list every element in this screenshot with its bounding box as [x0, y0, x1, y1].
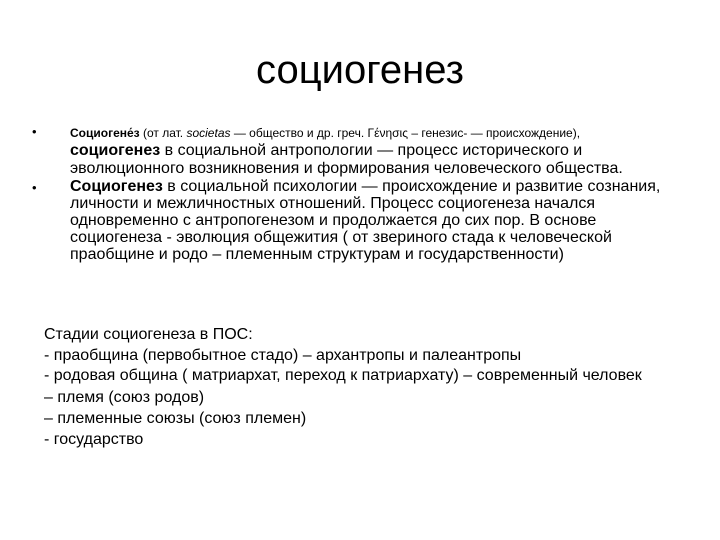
- stage-item: - государство: [44, 431, 144, 448]
- definition-paragraph: [70, 142, 623, 177]
- stage-item: - родовая община ( матриархат, переход к патриархату) – современный человек: [44, 367, 642, 384]
- definition-text: в социальной антропологии — процесс исторического и эволюционного возникновения и формирования человеческого общества.: [70, 142, 623, 177]
- stages-heading: Стадии социогенеза в ПОС:: [44, 326, 253, 343]
- etymology-text: (от лат.: [139, 126, 187, 140]
- slide-title: социогенез: [256, 48, 464, 92]
- term-inline: социогенез: [70, 142, 161, 159]
- etymology-text-2: — общество и др. греч.: [230, 126, 368, 140]
- stage-item: - праобщина (первобытное стадо) – архантропы и палеантропы: [44, 347, 522, 364]
- etymology-text-3: – генезис- — происхождение),: [408, 126, 581, 140]
- stage-item: – племя (союз родов): [44, 389, 205, 406]
- term-heading: Социогене́з: [70, 126, 140, 140]
- etymology-line: [70, 124, 692, 142]
- stage-item: – племенные союзы (союз племен): [44, 410, 307, 427]
- bullet-icon: •: [32, 180, 37, 195]
- bullet-item-sociogenesis-anthropology: [32, 124, 692, 178]
- latin-word: societas: [186, 126, 231, 140]
- stages-section: [44, 324, 684, 450]
- term-inline: Социогенез: [70, 178, 163, 195]
- bullet-item-sociogenesis-psychology: [32, 178, 692, 263]
- greek-word: Γένησις: [367, 126, 408, 140]
- bullet-icon: •: [32, 124, 37, 139]
- definition-text: в социальной психологии — происхождение и развитие сознания, личности и межличностных отношений. Процесс социогенеза начался одновременно с антропогенезом и продолжается до сих пор. В основе социогенеза - эволюция общежития ( от звериного стада к человеческой праобщине и родо – племенным структурам и государственности): [70, 178, 661, 263]
- bullet-list: [32, 124, 692, 263]
